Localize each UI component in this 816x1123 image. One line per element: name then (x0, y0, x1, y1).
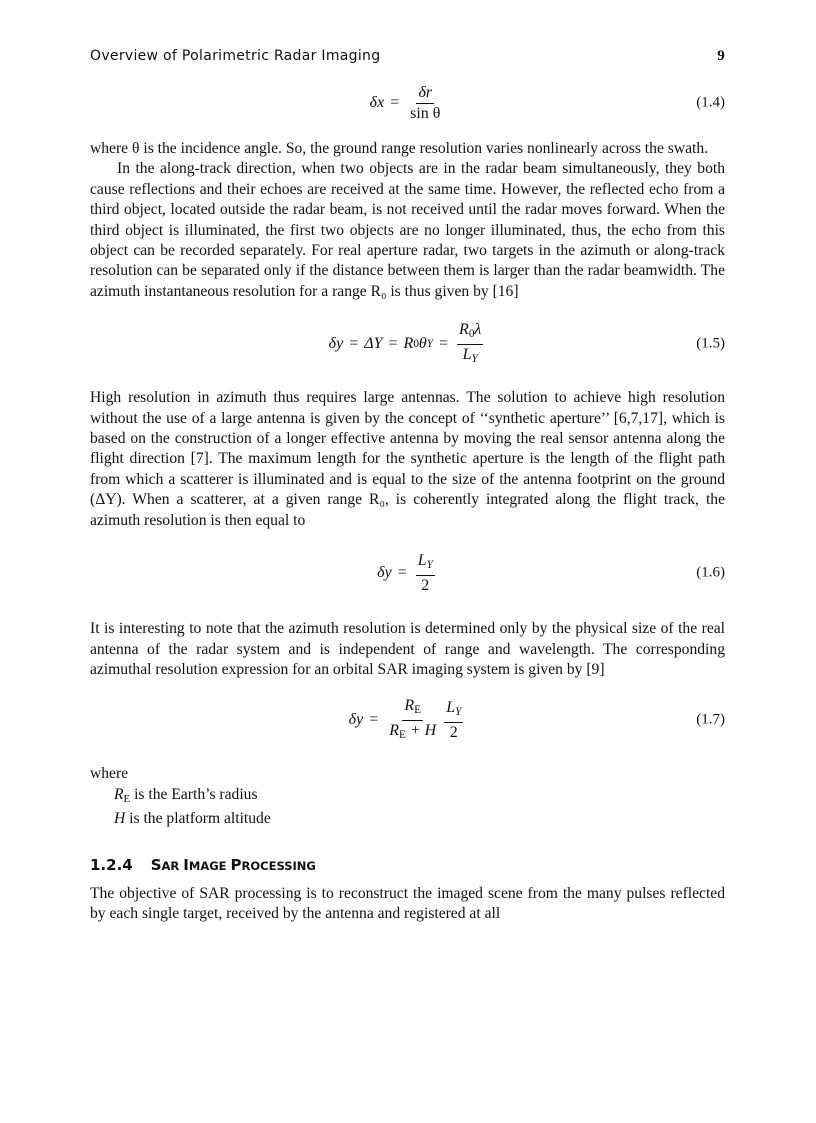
section-title-part: MAGE (188, 858, 231, 873)
eq-1-5-den-l: L (462, 345, 472, 363)
page-number: 9 (717, 48, 725, 64)
eq-1-6-denominator: 2 (421, 576, 430, 594)
eq-1-5-theta: θ (418, 335, 427, 353)
section-number: 1.2.4 (90, 855, 133, 874)
body-block-4 (90, 884, 725, 925)
eq-1-5-delta-y: ΔY (364, 335, 383, 353)
equation-1-6: δy = $\frac{L_Y}{2}$ (1.6) (377, 551, 725, 594)
eq-1-7-fraction-2 (444, 699, 463, 742)
eq-1-4-denominator: sin θ (410, 104, 441, 122)
where-label: where (90, 765, 129, 783)
eq-1-6-num-sub: Y (426, 558, 433, 571)
eq-1-6-lhs: δy (377, 564, 392, 582)
eq-1-7-f2-den: 2 (449, 723, 458, 741)
eq-1-7-f1-den-rest: + H (409, 721, 437, 739)
section-title-part: ROCESSING (241, 858, 316, 873)
running-title: Overview of Polarimetric Radar Imaging (90, 48, 381, 64)
paragraph-3: High resolution in azimuth thus requires large antennas. The solution to achieve high resolution without the use of a large antenna is given by the concept of ‘‘synthetic aperture’’ [6,7,17], which is based on the construction of a longer effective antenna by moving the real sensor antenna along the flight direction [7]. The maximum length for the synthetic aperture is the length of the flight path from which a scatterer is illuminated and is equal to the size of the antenna footprint on the ground (ΔY). When a scatterer, at a given range R₀, is coherently integrated along the flight track, the azimuth resolution is then equal to (90, 389, 725, 529)
where-item-platform-altitude (90, 809, 725, 829)
eq-1-4-number: (1.4) (696, 94, 725, 111)
eq-1-6-number: (1.6) (696, 564, 725, 581)
where-symbol-re: R (114, 785, 124, 803)
section-title-part: S (150, 855, 162, 874)
eq-1-5-theta-sub: Y (426, 338, 434, 351)
eq-1-5-lambda: λ (474, 320, 482, 338)
eq-1-7-f1-num-r: R (404, 696, 415, 714)
eq-1-5-r: R (403, 335, 414, 353)
body-block-3 (90, 619, 725, 680)
eq-1-7-f2-num-l: L (446, 698, 456, 716)
eq-1-7-fraction-1 (387, 697, 438, 744)
paragraph-1: where θ is the incidence angle. So, the ground range resolution varies nonlinearly across the swath. (90, 140, 709, 157)
running-head (90, 48, 725, 65)
where-list (90, 764, 725, 829)
equation-1-5: δy = ΔY = R 0 θ Y = $\frac{R_0\lambda}{L_Y}$ (1.5) (90, 316, 725, 372)
eq-1-5-den-sub: Y (471, 352, 478, 365)
eq-1-7-lhs: δy (348, 711, 364, 729)
eq-1-4-lhs: δx (369, 94, 385, 111)
eq-1-7-number: (1.7) (696, 711, 725, 728)
eq-1-4-numerator: δr (416, 84, 434, 104)
where-symbol-h: H (114, 810, 126, 828)
eq-1-7-f1-den-sub: E (399, 728, 406, 741)
eq-1-5-fraction (457, 321, 483, 368)
eq-1-6-num-l: L (417, 551, 427, 569)
eq-1-7-f1-num-sub: E (414, 703, 422, 716)
eq-1-7-f2-num-sub: Y (455, 705, 462, 718)
where-text-h: is the platform altitude (125, 810, 271, 828)
eq-1-5-lhs: δy (328, 335, 344, 353)
section-title (151, 856, 316, 874)
paragraph-4: It is interesting to note that the azimuth resolution is determined only by the physical size of the real antenna of the radar system and is independent of range and wavelength. The corresponding azimuthal resolution expression for an orbital SAR imaging system is given by [9] (90, 620, 725, 678)
eq-1-5-num-sub: 0 (468, 327, 475, 340)
body-block-1 (90, 139, 725, 302)
eq-1-5-num-r: R (459, 320, 469, 338)
eq-1-5-number: (1.5) (696, 335, 725, 352)
section-heading (90, 856, 725, 874)
eq-1-4-fraction (408, 84, 442, 123)
page (90, 40, 725, 924)
section-title-part: P (230, 855, 242, 874)
equation-1-4: δx = $\frac{\delta r}{\text{sin θ}}$ (1.4) (369, 83, 725, 122)
where-text-re: is the Earth’s radius (130, 785, 258, 803)
paragraph-2: In the along-track direction, when two objects are in the radar beam simultaneously, they both cause reflections and their echoes are received at the same time. However, the reflected echo from a third object, located outside the radar beam, is not received until the radar moves forward. When the third object is illuminated, the first two objects are no longer illuminated, thus, the echo from this object can be recorded separately. For real aperture radar, two targets in the azimuth or along-track resolution can be separated only if the distance between them is larger than the radar beamwidth. The azimuth instantaneous resolution for a range R₀ is thus given by [16] (90, 160, 725, 300)
eq-1-5-r-sub: 0 (413, 338, 419, 351)
where-symbol-re-sub: E (123, 792, 131, 805)
where-item-earth-radius (90, 785, 725, 809)
section-title-part: I (183, 855, 189, 874)
body-block-2 (90, 388, 725, 531)
paragraph-5: The objective of SAR processing is to reconstruct the imaged scene from the many pulses reflected by each single target, received by the antenna and registered at all (90, 884, 725, 922)
eq-1-6-fraction (416, 552, 435, 595)
section-title-part: AR (161, 858, 184, 873)
equation-1-7: δy = $\frac{R_E}{R_E + H}$ $\frac{L_Y}{2}$ (1.7) (90, 692, 725, 748)
eq-1-7-f1-den-r: R (389, 721, 399, 739)
